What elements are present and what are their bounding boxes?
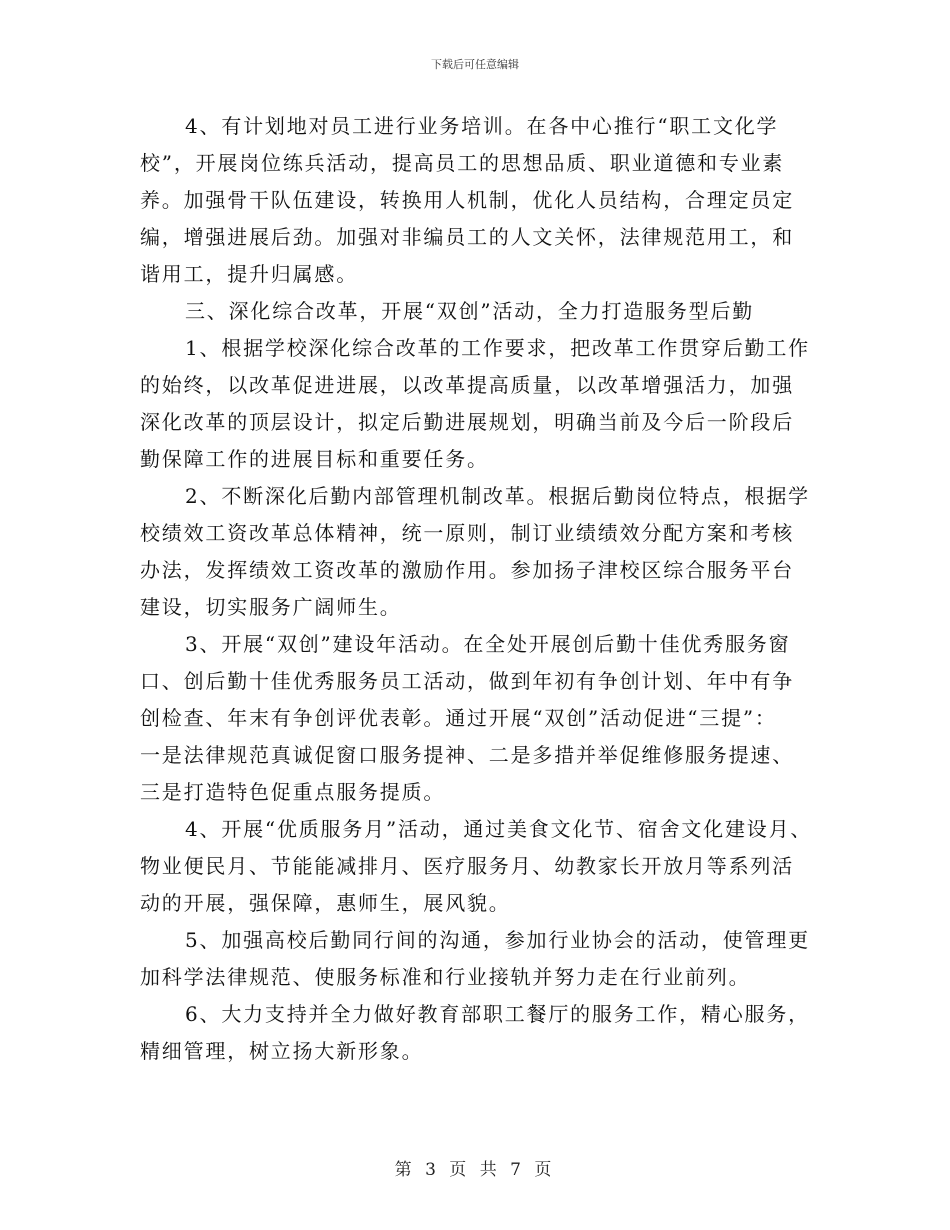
paragraph-line: 创检查、年末有争创评优表彰。通过开展“双创”活动促进“三提”： [140, 706, 777, 730]
paragraph-line: 加科学法律规范、使服务标准和行业接轨并努力走在行业前列。 [140, 965, 751, 989]
paragraph-line: 勤保障工作的进展目标和重要任务。 [140, 447, 489, 471]
paragraph-line: 三是打造特色促重点服务提质。 [140, 780, 446, 804]
paragraph-line: 一是法律规范真诚促窗口服务提神、二是多措并举促维修服务提速、 [140, 743, 794, 767]
paragraph-line: 谐用工，提升归属感。 [140, 262, 358, 286]
paragraph-line: 6、大力支持并全力做好教育部职工餐厅的服务工作，精心服务， [185, 1002, 810, 1026]
paragraph-line: 养。加强骨干队伍建设，转换用人机制，优化人员结构，合理定员定 [140, 188, 794, 212]
paragraph-line: 办法，发挥绩效工资改革的激励作用。参加扬子津校区综合服务平台 [140, 558, 794, 582]
paragraph-line: 口、创后勤十佳优秀服务员工活动，做到年初有争创计划、年中有争 [140, 669, 794, 693]
paragraph-line: 5、加强高校后勤同行间的沟通，参加行业协会的活动，使管理更 [185, 928, 810, 952]
paragraph-line: 4、有计划地对员工进行业务培训。在各中心推行“职工文化学 [185, 114, 779, 138]
paragraph-line: 的始终，以改革促进进展，以改革提高质量，以改革增强活力，加强 [140, 373, 794, 397]
paragraph-line: 校”，开展岗位练兵活动，提高员工的思想品质、职业道德和专业素 [140, 151, 785, 175]
page-header: 下载后可任意编辑 [431, 58, 519, 71]
paragraph-line: 物业便民月、节能能减排月、医疗服务月、幼教家长开放月等系列活 [140, 854, 794, 878]
paragraph-line: 深化改革的顶层设计，拟定后勤进展规划，明确当前及今后一阶段后 [140, 410, 794, 434]
paragraph-line: 2、不断深化后勤内部管理机制改革。根据后勤岗位特点，根据学 [185, 484, 810, 508]
section-heading: 三、深化综合改革，开展“双创”活动，全力打造服务型后勤 [185, 299, 755, 323]
paragraph-line: 1、根据学校深化综合改革的工作要求，把改革工作贯穿后勤工作 [185, 336, 810, 360]
paragraph-line: 精细管理，树立扬大新形象。 [140, 1039, 424, 1063]
paragraph-line: 编，增强进展后劲。加强对非编员工的人文关怀，法律规范用工，和 [140, 225, 794, 249]
paragraph-line: 4、开展“优质服务月”活动，通过美食文化节、宿舍文化建设月、 [185, 817, 813, 841]
paragraph-line: 3、开展“双创”建设年活动。在全处开展创后勤十佳优秀服务窗 [185, 632, 791, 656]
page-number: 第 3 页 共 7 页 [394, 1160, 556, 1180]
paragraph-line: 动的开展，强保障，惠师生，展风貌。 [140, 891, 511, 915]
paragraph-line: 建设，切实服务广阔师生。 [140, 595, 402, 619]
paragraph-line: 校绩效工资改革总体精神，统一原则，制订业绩绩效分配方案和考核 [140, 521, 794, 545]
